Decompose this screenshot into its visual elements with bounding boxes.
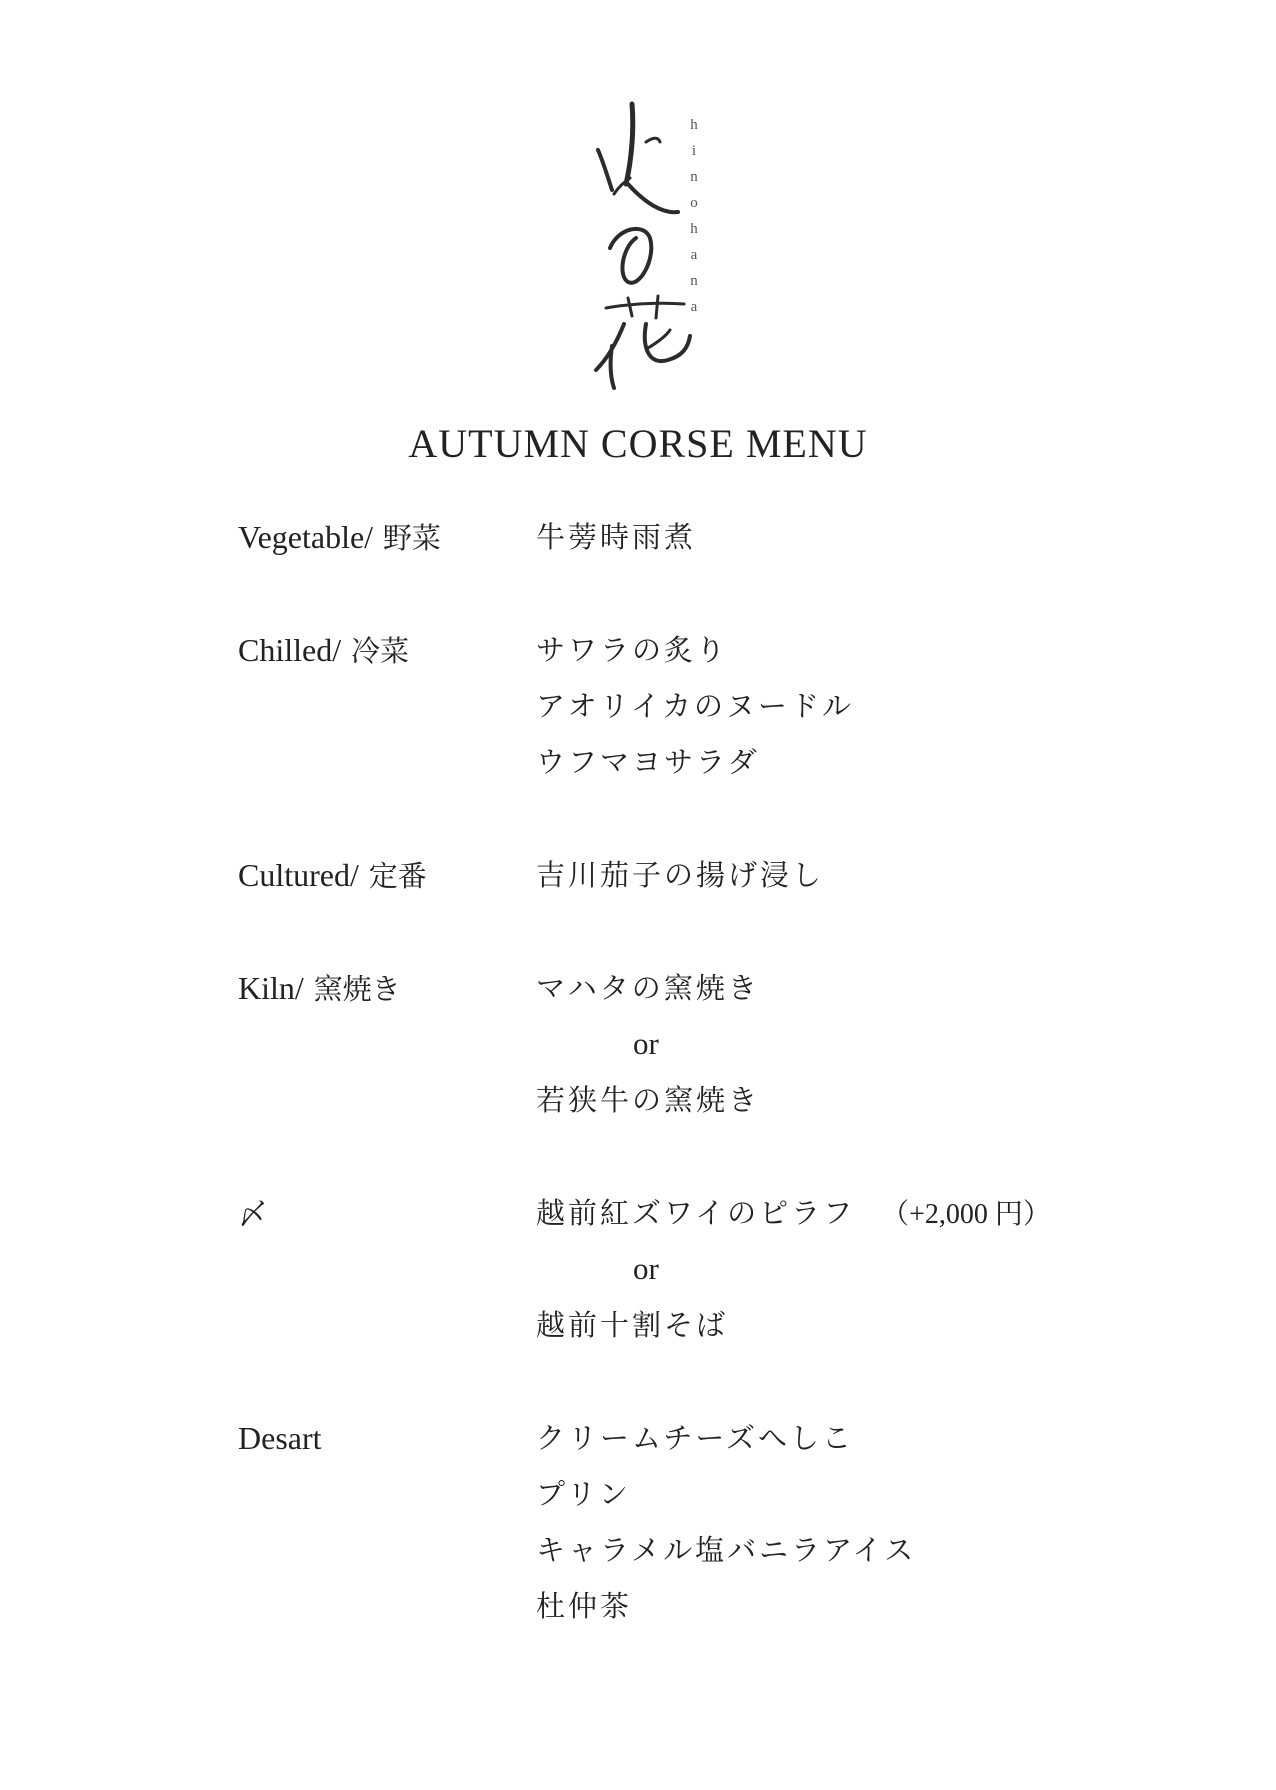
category-label-jp: 野菜 (382, 521, 441, 555)
dish-item: ウフマヨサラダ (536, 745, 760, 779)
romaji-letter: a (690, 299, 698, 315)
category-label-en: Cultured/ (238, 857, 359, 893)
dish-item: 牛蒡時雨煮 (536, 520, 697, 554)
category-label-jp: 窯焼き (313, 972, 401, 1006)
dish-item: アオリイカのヌードル (536, 689, 854, 723)
category-vegetable (238, 517, 441, 558)
category-cultured (238, 855, 427, 896)
dish-item: 越前十割そば (536, 1308, 729, 1342)
category-shime (238, 1193, 267, 1234)
dish-item-with-surcharge (536, 1193, 1051, 1235)
romaji-letter: n (690, 273, 698, 289)
category-kiln (238, 968, 401, 1009)
category-label-en: Kiln/ (238, 970, 304, 1006)
category-chilled (238, 630, 409, 671)
category-label-en: Vegetable/ (238, 519, 374, 555)
romaji-letter: h (690, 117, 698, 133)
logo-romaji (686, 112, 702, 320)
category-label-en: Desart (238, 1420, 322, 1456)
dish-item: マハタの窯焼き (536, 971, 760, 1005)
dish-item: プリン (536, 1477, 631, 1511)
dish-item: サワラの炙り (536, 633, 729, 667)
romaji-letter: n (690, 169, 698, 185)
menu-title: AUTUMN CORSE MENU (408, 421, 868, 466)
dish-item: 吉川茄子の揚げ浸し (536, 858, 825, 892)
category-label-en: Chilled/ (238, 632, 342, 668)
dish-item: クリームチーズへしこ (536, 1421, 854, 1455)
dish-name: 越前紅ズワイのピラフ (536, 1196, 856, 1230)
dish-item: 若狭牛の窯焼き (536, 1083, 761, 1117)
dish-or-connector: or (633, 1251, 659, 1286)
category-label-jp: 〆 (238, 1197, 268, 1231)
category-label-jp: 定番 (368, 859, 427, 893)
dish-or-connector: or (633, 1026, 659, 1061)
romaji-letter: i (691, 143, 697, 159)
dish-item: キャラメル塩バニラアイス (536, 1533, 917, 1567)
category-dessert (238, 1418, 322, 1459)
surcharge-price: （+2,000 円） (881, 1199, 1051, 1230)
category-label-jp: 冷菜 (350, 634, 409, 668)
romaji-letter: h (690, 221, 698, 237)
dish-item: 杜仲茶 (536, 1589, 633, 1623)
romaji-letter: o (690, 195, 698, 211)
romaji-letter: a (690, 247, 698, 263)
